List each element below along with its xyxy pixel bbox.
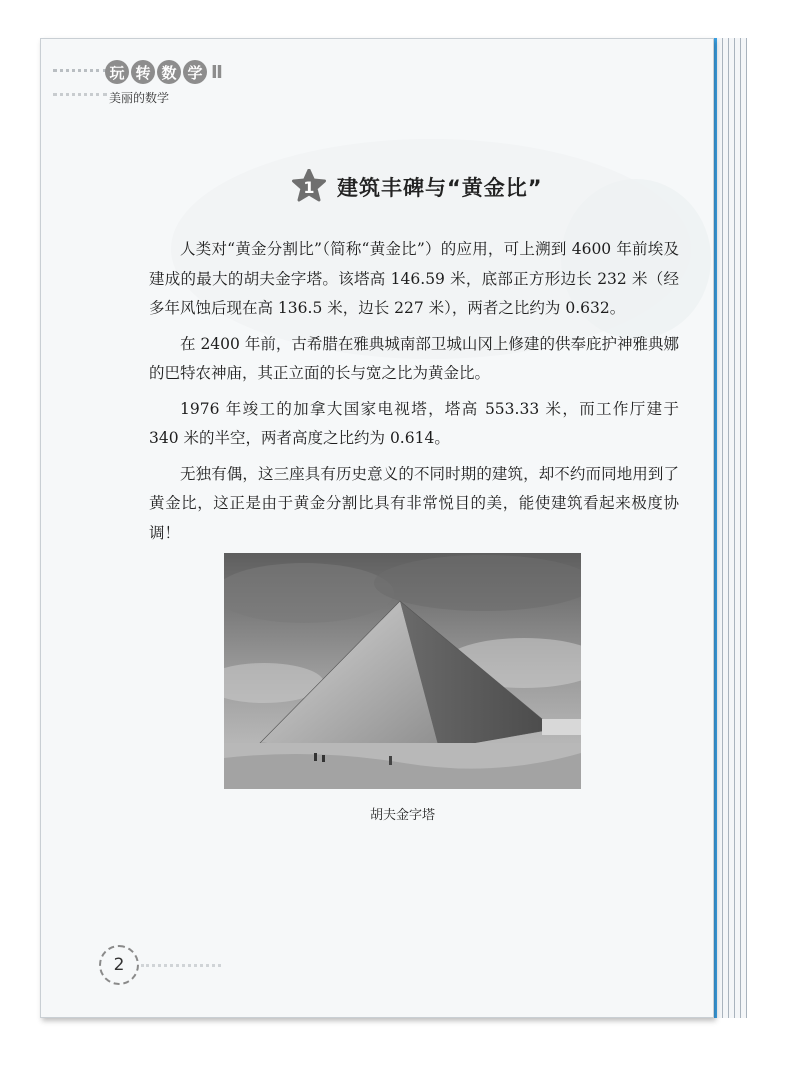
section-title: 建筑丰碑与“黄金比” <box>337 176 543 200</box>
photo-caption: 胡夫金字塔 <box>369 808 435 823</box>
book-page <box>40 38 714 1018</box>
section-number: 1 <box>303 177 315 197</box>
series-char: 数 <box>157 60 181 84</box>
paragraph: 1976 年竣工的加拿大国家电视塔，塔高 553.33 米，而工作厅建于 340 米的半空，两者高度之比约为 0.614。 <box>149 399 679 447</box>
section-heading <box>291 169 543 205</box>
header-dots <box>53 69 107 72</box>
series-logo <box>105 59 223 85</box>
paragraph: 在 2400 年前，古希腊在雅典城南部卫城山冈上修建的供奉庇护神雅典娜的巴特农神庙，其正立面的长与宽之比为黄金比。 <box>149 334 679 382</box>
book-subtitle: 美丽的数学 <box>109 91 170 105</box>
paragraph: 无独有偶，这三座具有历史意义的不同时期的建筑，却不约而同地用到了黄金比，这正是由于黄金分割比具有非常悦目的美，能使建筑看起来极度协调！ <box>149 464 679 542</box>
article-body <box>149 235 679 554</box>
series-char: 转 <box>131 60 155 84</box>
pyramid-photo <box>224 553 581 789</box>
pyramid-illustration <box>224 553 581 789</box>
series-volume: Ⅱ <box>211 61 223 83</box>
page-number: 2 <box>99 945 139 985</box>
page-number-dots <box>141 964 221 967</box>
header-dots <box>53 93 107 96</box>
series-char: 学 <box>183 60 207 84</box>
section-number-badge <box>291 169 327 205</box>
series-char: 玩 <box>105 60 129 84</box>
paragraph: 人类对“黄金分割比”（简称“黄金比”）的应用，可上溯到 4600 年前埃及建成的最大的胡夫金字塔。该塔高 146.59 米，底部正方形边长 232 米（经多年风蚀后现在高 136.5 米，边长 227 米），两者之比约为 0.632。 <box>149 240 679 317</box>
